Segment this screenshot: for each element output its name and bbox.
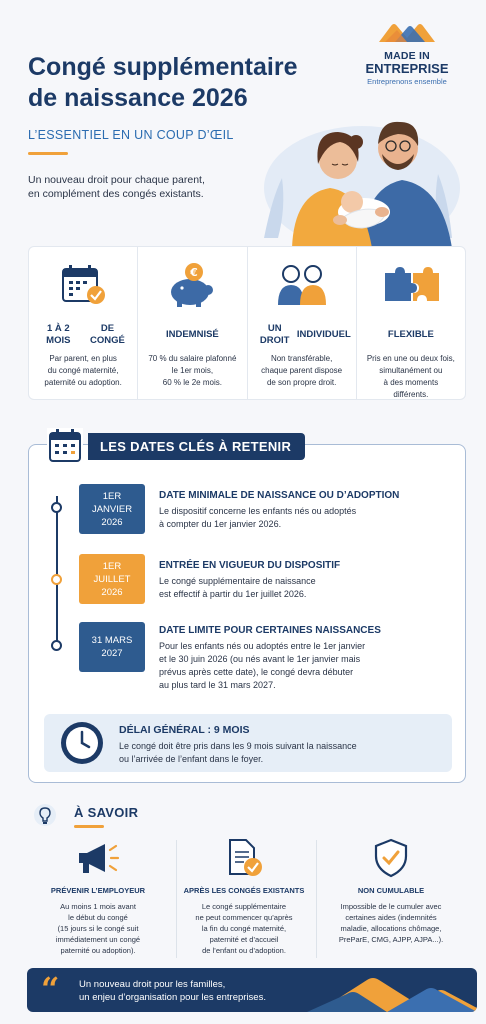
savoir-item-after-leave (174, 838, 314, 956)
subtitle: L’ESSENTIEL EN UN COUP D’ŒIL (28, 128, 234, 142)
deadline-desc: Le congé doit être pris dans les 9 mois suivant la naissance ou l’arrivée de l’enfant dans le foyer. (119, 741, 357, 764)
feature-desc: Par parent, en plus du congé maternité, paternité ou adoption. (44, 354, 122, 387)
lightbulb-icon (33, 803, 57, 829)
date-badge: 31 MARS 2027 (79, 622, 145, 672)
date-badge: 1ER JANVIER 2026 (79, 484, 145, 534)
page-title (28, 52, 328, 114)
piggy-bank-euro-icon (166, 262, 218, 308)
clock-icon (58, 719, 106, 767)
general-deadline-box (44, 714, 452, 772)
shield-check-icon (373, 838, 409, 878)
logo (352, 18, 462, 87)
savoir-desc: Le congé supplémentaire ne peut commencer qu’après la fin du congé maternité, paternité et d’accueil de l’enfant ou d’adoption. (195, 902, 293, 955)
date-item (159, 490, 409, 531)
timeline-dot (51, 502, 62, 513)
puzzle-icon (381, 265, 441, 305)
feature-card-flexible (357, 247, 465, 399)
timeline-line (56, 496, 58, 646)
logo-line-1: MADE IN (384, 50, 430, 62)
feature-title: FLEXIBLE (387, 329, 434, 340)
savoir-item-employer (28, 838, 168, 956)
dates-heading: LES DATES CLÉS À RETENIR (88, 433, 305, 460)
savoir-title: PRÉVENIR L’EMPLOYEUR (50, 886, 146, 895)
calendar-check-icon (60, 263, 106, 307)
date-title: DATE MINIMALE DE NAISSANCE OU D’ADOPTION (159, 490, 400, 501)
feature-card-indemnity (138, 247, 247, 399)
document-check-icon (224, 838, 264, 878)
svg-text:€: € (190, 266, 199, 279)
intro-text (28, 173, 258, 201)
logo-line-2: ENTREPRISE (365, 61, 449, 76)
savoir-heading: À SAVOIR (74, 805, 139, 820)
intro-line-1: Un nouveau droit pour chaque parent, (28, 174, 205, 186)
savoir-desc: Impossible de le cumuler avec certaines aides (indemnités maladie, allocations chômage, PreParE, CMG, AJPP, AJPA...). (338, 902, 444, 944)
mountains-decoration (307, 968, 477, 1012)
family-illustration (252, 108, 466, 248)
two-people-icon (275, 263, 329, 307)
subtitle-underline (28, 152, 68, 155)
feature-title: 1 À 2 MOIS DE CONGÉ (46, 323, 125, 346)
megaphone-icon (75, 840, 121, 876)
savoir-title: APRÈS LES CONGÉS EXISTANTS (183, 886, 305, 895)
date-desc: Le congé supplémentaire de naissance est effectif à partir du 1er juillet 2026. (159, 576, 316, 599)
date-item (159, 625, 409, 692)
date-badge: 1ER JUILLET 2026 (79, 554, 145, 604)
logo-tagline: Entreprenons ensemble (367, 77, 447, 86)
logo-mountains-icon (377, 18, 437, 44)
quote-mark-icon: “ (41, 970, 60, 1008)
date-title: DATE LIMITE POUR CERTAINES NAISSANCES (159, 625, 381, 636)
feature-desc: 70 % du salaire plafonné le 1er mois, 60 % le 2e mois. (148, 354, 237, 387)
intro-line-2: en complément des congés existants. (28, 188, 204, 200)
savoir-underline (74, 825, 104, 828)
date-desc: Le dispositif concerne les enfants nés ou adoptés à compter du 1er janvier 2026. (159, 506, 357, 529)
title-line-1: Congé supplémentaire (28, 53, 298, 81)
date-desc: Pour les enfants nés ou adoptés entre le 1er janvier et le 30 juin 2026 (ou nés avant le 1er janvier mais prévus après cette date), le congé devra débuter au plus tard le 31 mars 2027. (159, 641, 366, 690)
deadline-title: DÉLAI GÉNÉRAL : 9 MOIS (119, 724, 250, 736)
savoir-item-non-cumulative (316, 838, 466, 945)
feature-card-individual (248, 247, 357, 399)
date-title: ENTRÉE EN VIGUEUR DU DISPOSITIF (159, 560, 341, 571)
feature-title: UN DROIT INDIVIDUEL (259, 323, 351, 346)
feature-title: INDEMNISÉ (165, 329, 219, 340)
calendar-icon (47, 428, 83, 464)
feature-desc: Pris en une ou deux fois, simultanément ou à des moments différents. (366, 354, 455, 399)
savoir-title: NON CUMULABLE (357, 886, 425, 895)
feature-card-duration (29, 247, 138, 399)
savoir-desc: Au moins 1 mois avant le début du congé (15 jours si le congé suit immédiatement un congé paternité ou adoption). (55, 902, 141, 955)
date-item (159, 560, 409, 601)
quote-banner (27, 968, 477, 1012)
feature-desc: Non transférable, chaque parent dispose de son propre droit. (261, 354, 343, 387)
timeline-dot (51, 640, 62, 651)
features-panel (28, 246, 466, 400)
quote-text: Un nouveau droit pour les familles, un enjeu d’organisation pour les entreprises. (79, 979, 266, 1003)
timeline-dot (51, 574, 62, 585)
title-line-2: de naissance 2026 (28, 84, 248, 112)
